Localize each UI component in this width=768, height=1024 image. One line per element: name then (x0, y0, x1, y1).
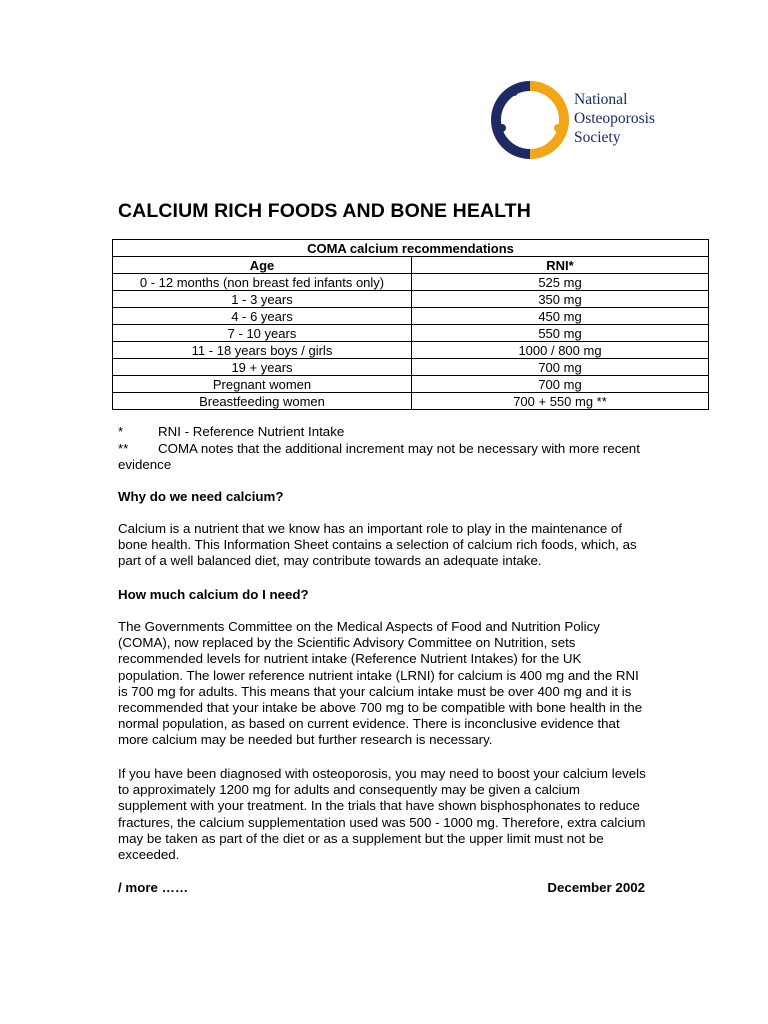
footnote-text: RNI - Reference Nutrient Intake (158, 424, 345, 439)
column-header-rni: RNI* (412, 257, 709, 274)
rni-cell: 525 mg (412, 274, 709, 291)
section-body-why: Calcium is a nutrient that we know has an important role to play in the maintenance of bone health. This Information Sheet contains a selection of calcium rich foods, which, as part of a well balanced diet, may contribute towards an adequate intake. (118, 521, 637, 569)
rni-cell: 550 mg (412, 325, 709, 342)
age-cell: Pregnant women (113, 376, 412, 393)
rni-cell: 700 + 550 mg ** (412, 393, 709, 410)
table-row (113, 342, 709, 359)
footnote-marker: * (118, 424, 124, 439)
rni-cell: 1000 / 800 mg (412, 342, 709, 359)
logo-emblem-icon (490, 78, 570, 162)
rni-cell: 450 mg (412, 308, 709, 325)
age-cell: 11 - 18 years boys / girls (113, 342, 412, 359)
logo-line-2: Osteoporosis (574, 110, 655, 127)
age-cell: 0 - 12 months (non breast fed infants only) (113, 274, 412, 291)
logo-line-1: National (574, 91, 628, 108)
page-title: CALCIUM RICH FOODS AND BONE HEALTH (118, 200, 531, 222)
table-row (113, 291, 709, 308)
logo-line-3: Society (574, 129, 621, 146)
footnote-text: COMA notes that the additional increment may not be necessary with more recent evidence (118, 440, 640, 472)
section-heading-how-much: How much calcium do I need? (118, 587, 309, 602)
section-heading-why: Why do we need calcium? (118, 489, 284, 504)
table-footnotes (118, 424, 658, 474)
rni-cell: 350 mg (412, 291, 709, 308)
age-cell: 7 - 10 years (113, 325, 412, 342)
section-body-how-much: The Governments Committee on the Medical Aspects of Food and Nutrition Policy (COMA), now replaced by the Scientific Advisory Committee on Nutrition, sets recommended levels for nutrient intake (Reference Nutrient Intakes) for the UK population. The lower reference nutrient intake (LRNI) for calcium is 400 mg and the RNI is 700 mg for adults. This means that your calcium intake must be over 400 mg and it is recommended that your intake be above 700 mg to be compatible with bone health in the normal population, as based on current evidence. There is inconclusive evidence that more calcium may be needed but further research is necessary. (118, 619, 643, 748)
table-row (113, 359, 709, 376)
rni-cell: 700 mg (412, 376, 709, 393)
rni-cell: 700 mg (412, 359, 709, 376)
footnote-marker: ** (118, 440, 129, 456)
more-continuation: / more …… (118, 880, 189, 895)
table-row (113, 308, 709, 325)
table-row (113, 274, 709, 291)
table-row (113, 325, 709, 342)
age-cell: 19 + years (113, 359, 412, 376)
age-cell: 4 - 6 years (113, 308, 412, 325)
document-date: December 2002 (547, 880, 645, 895)
table-row (113, 393, 709, 410)
footnote (118, 441, 658, 474)
coma-recommendations-table (112, 239, 709, 410)
age-cell: Breastfeeding women (113, 393, 412, 410)
footnote (118, 424, 658, 441)
column-header-age: Age (113, 257, 412, 274)
age-cell: 1 - 3 years (113, 291, 412, 308)
section-body-osteoporosis: If you have been diagnosed with osteoporosis, you may need to boost your calcium levels to approximately 1200 mg for adults and consequently may be given a calcium supplement with your treatment. In the trials that have shown bisphosphonates to reduce fractures, the calcium supplementation used was 500 - 1000 mg. Therefore, extra calcium may be taken as part of the diet or as a supplement but the upper limit must not be exceeded. (118, 766, 646, 863)
national-osteoporosis-society-logo (490, 78, 690, 162)
logo-wordmark (574, 90, 655, 147)
table-caption: COMA calcium recommendations (113, 240, 709, 257)
table-row (113, 376, 709, 393)
